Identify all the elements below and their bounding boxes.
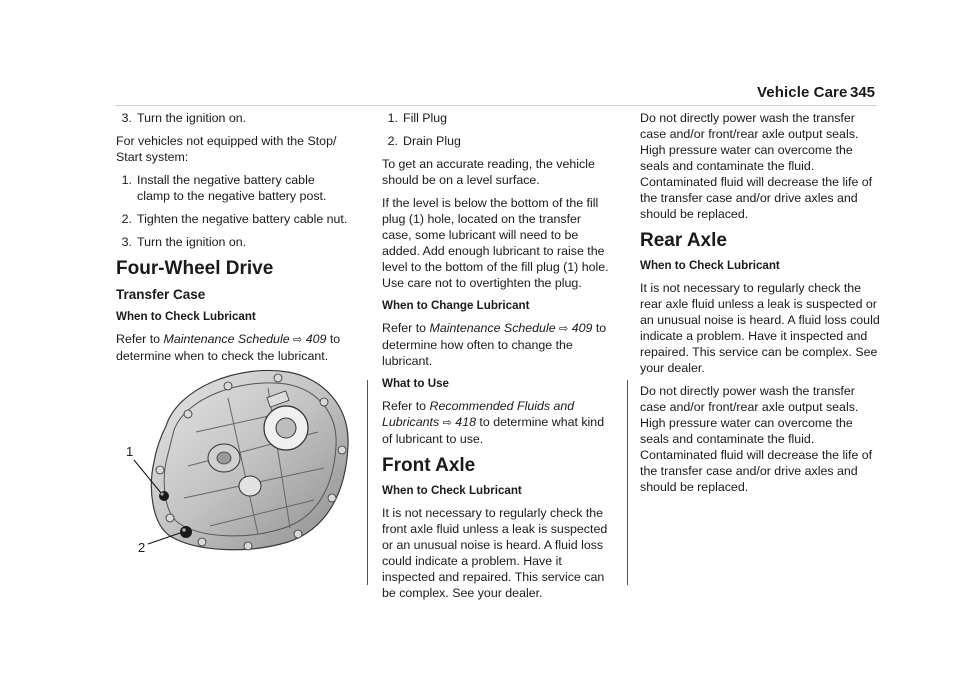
page-ref-arrow-icon: ⇨ [442, 417, 452, 429]
transfer-case-drawing [118, 358, 354, 558]
column-divider [367, 380, 368, 585]
power-wash-warning-paragraph: Do not directly power wash the transfer case and/or front/rear axle output seals. High pressure water can overcome the seals and contaminate the fluid. Contaminated fluid will decrease the life of the transfer case and/or drive axles and should be replaced. [640, 111, 873, 221]
refer-suffix: to determine what kind of lubricant to use. [382, 415, 605, 446]
page-ref-number[interactable]: 418 [455, 415, 476, 429]
step-item [116, 234, 348, 250]
refer-prefix: Refer to [382, 399, 430, 413]
legend-item [382, 133, 614, 149]
step-number: 3. [121, 111, 132, 125]
legend-item [382, 110, 614, 126]
legend-number: 1. [387, 111, 398, 125]
step-text: Turn the ignition on. [137, 111, 247, 125]
maintenance-schedule-link[interactable]: Maintenance Schedule [163, 332, 290, 346]
rear-axle-paragraph: It is not necessary to regularly check the rear axle fluid unless a leak is suspected or an unusual noise is heard. A fluid loss could indicate a problem. Have it inspected and repaired. This service can be complex. See your dealer. [640, 281, 880, 375]
step-item [116, 110, 348, 126]
step-text: Install the negative battery cable clamp to the negative battery post. [137, 173, 327, 203]
step-text: Tighten the negative battery cable nut. [137, 212, 348, 226]
stop-start-note: For vehicles not equipped with the Stop/ Start system: [116, 134, 337, 164]
header-page-number: 345 [850, 84, 876, 101]
step-item [116, 172, 348, 204]
refer-prefix: Refer to [116, 332, 164, 346]
front-axle-paragraph: It is not necessary to regularly check the front axle fluid unless a leak is suspected or an unusual noise is heard. A fluid loss could indicate a problem. Have it inspected and repaired. This service can be complex. See your dealer. [382, 506, 608, 600]
page-ref-arrow-icon: ⇨ [293, 334, 303, 346]
step-number: 3. [121, 235, 132, 249]
fill-level-paragraph: If the level is below the bottom of the fill plug (1) hole, located on the transfer case, some lubricant will need to be added. Add enough lubricant to raise the level to the bottom of the fill plug (1) hole. Use care not to overtighten the plug. [382, 196, 609, 290]
column-2 [382, 110, 614, 608]
step-item [116, 211, 348, 227]
power-wash-warning-paragraph: Do not directly power wash the transfer case and/or front/rear axle output seals. High pressure water can overcome the seals and contaminate the fluid. Contaminated fluid will decrease the life of the transfer case and/or drive axles and should be replaced. [640, 384, 873, 494]
refer-suffix: to determine when to check the lubricant. [116, 332, 341, 363]
heading-what-to-use: What to Use [382, 377, 449, 390]
page-ref-number[interactable]: 409 [571, 321, 593, 335]
header-rule [116, 105, 876, 106]
legend-text: Fill Plug [403, 111, 448, 125]
section-heading-rear-axle: Rear Axle [640, 230, 727, 251]
header-section-title: Vehicle Care [757, 84, 848, 101]
section-heading-front-axle: Front Axle [382, 455, 476, 476]
legend-text: Drain Plug [403, 134, 461, 148]
page-ref-arrow-icon: ⇨ [559, 323, 569, 335]
section-heading-four-wheel-drive: Four-Wheel Drive [116, 258, 274, 279]
level-surface-paragraph: To get an accurate reading, the vehicle should be on a level surface. [382, 157, 595, 187]
step-text: Turn the ignition on. [137, 235, 247, 249]
refer-prefix: Refer to [382, 321, 430, 335]
transfer-case-illustration [118, 358, 354, 558]
subsection-heading-transfer-case: Transfer Case [116, 287, 206, 302]
heading-when-to-check: When to Check Lubricant [382, 484, 522, 497]
column-divider [627, 380, 628, 585]
column-3 [640, 110, 880, 502]
column-1 [116, 110, 348, 371]
maintenance-schedule-link[interactable]: Maintenance Schedule [429, 321, 556, 335]
heading-when-to-change: When to Change Lubricant [382, 299, 530, 312]
step-number: 2. [121, 212, 132, 226]
callout-label-drain-plug: 2 [138, 540, 146, 555]
page-ref-number[interactable]: 409 [305, 332, 327, 346]
refer-suffix: to determine how often to change the lubricant. [382, 321, 607, 368]
callout-label-fill-plug: 1 [126, 444, 134, 459]
heading-when-to-check: When to Check Lubricant [116, 310, 256, 323]
step-number: 1. [121, 173, 132, 187]
legend-number: 2. [387, 134, 398, 148]
refer-paragraph [382, 398, 614, 447]
refer-paragraph [382, 320, 614, 369]
recommended-fluids-link[interactable]: Recommended Fluids and Lubricants [382, 399, 575, 429]
heading-when-to-check: When to Check Lubricant [640, 259, 780, 272]
